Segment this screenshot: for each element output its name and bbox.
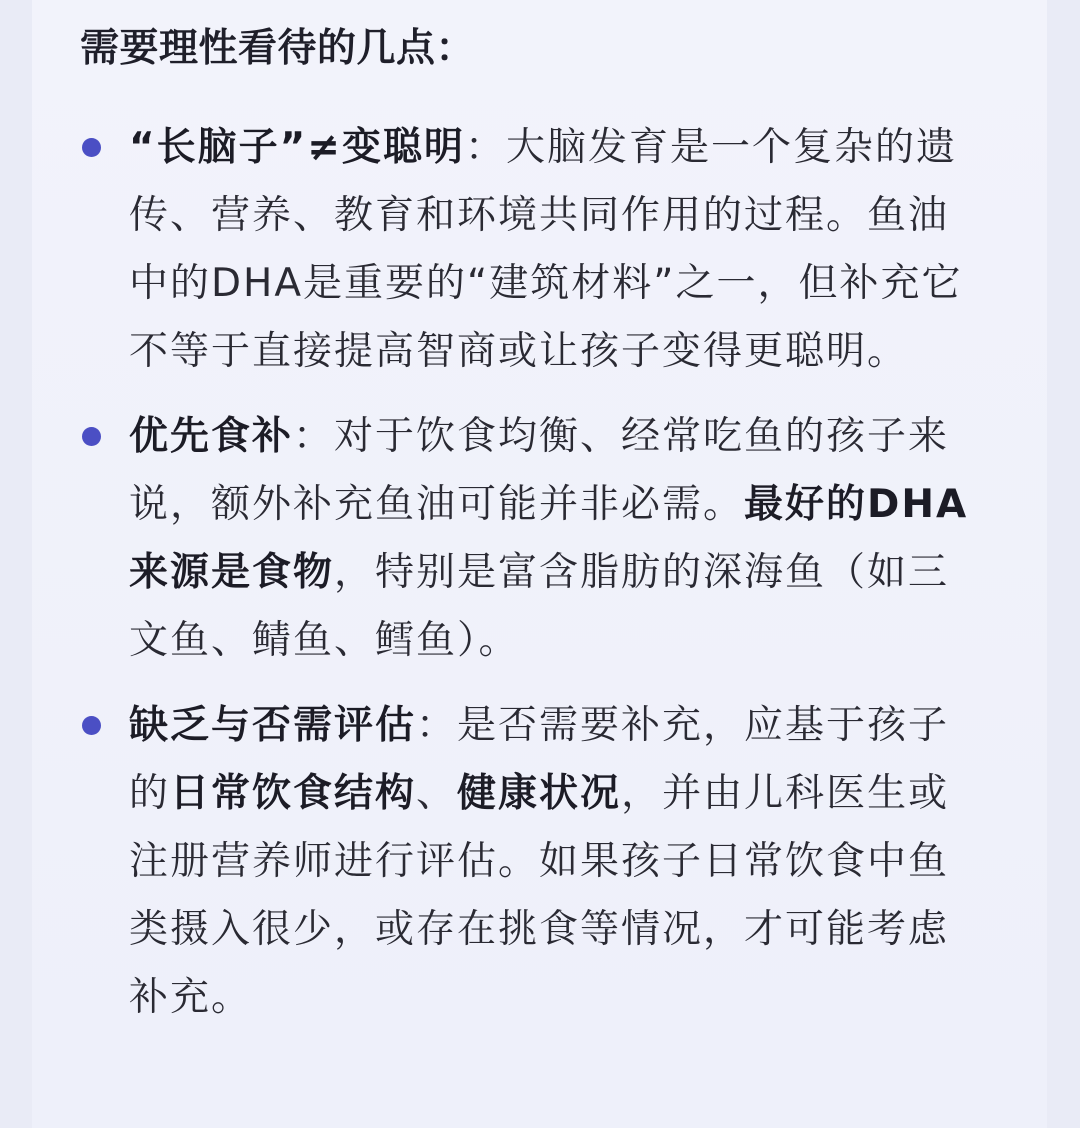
item-body: 大脑发育是一个复杂的遗传、营养、教育和环境共同作用的过程。鱼油中的DHA是重要的“建筑材料”之一，但补充它不等于直接提高智商或让孩子变得更聪明。 [129,125,963,374]
item-colon: ： [416,703,458,748]
list-item [32,403,1047,675]
bullet-dot [82,138,101,157]
item-colon: ： [464,125,506,170]
item-title: “长脑子”≠变聪明 [129,125,465,170]
bullet-dot [82,427,101,446]
item-text: ，特别是富含脂肪的深海鱼（如三文鱼、鲭鱼、鳕鱼）。 [129,550,950,663]
item-colon: ： [293,414,335,459]
bullet-dot [82,716,101,735]
item-text: 是否需要补充，应基于孩子的 [129,703,950,816]
list-item [32,114,1047,386]
list-item [32,692,1047,1032]
item-title: 优先食补 [129,414,294,459]
points-list [32,114,1047,1049]
item-emphasis: 最好的DHA来源是食物 [129,482,969,595]
item-text: ，并由儿科医生或注册营养师进行评估。如果孩子日常饮食中鱼类摄入很少，或存在挑食等情况，才可能考虑补充。 [129,771,950,1020]
section-heading: 需要理性看待的几点： [80,26,476,71]
item-emphasis: 日常饮食结构 [170,771,417,816]
item-title: 缺乏与否需评估 [129,703,417,748]
item-text: 、 [416,771,458,816]
item-emphasis: 健康状况 [457,771,622,816]
content-card [32,0,1047,1128]
item-text: 对于饮食均衡、经常吃鱼的孩子来说，额外补充鱼油可能并非必需。 [129,414,950,527]
